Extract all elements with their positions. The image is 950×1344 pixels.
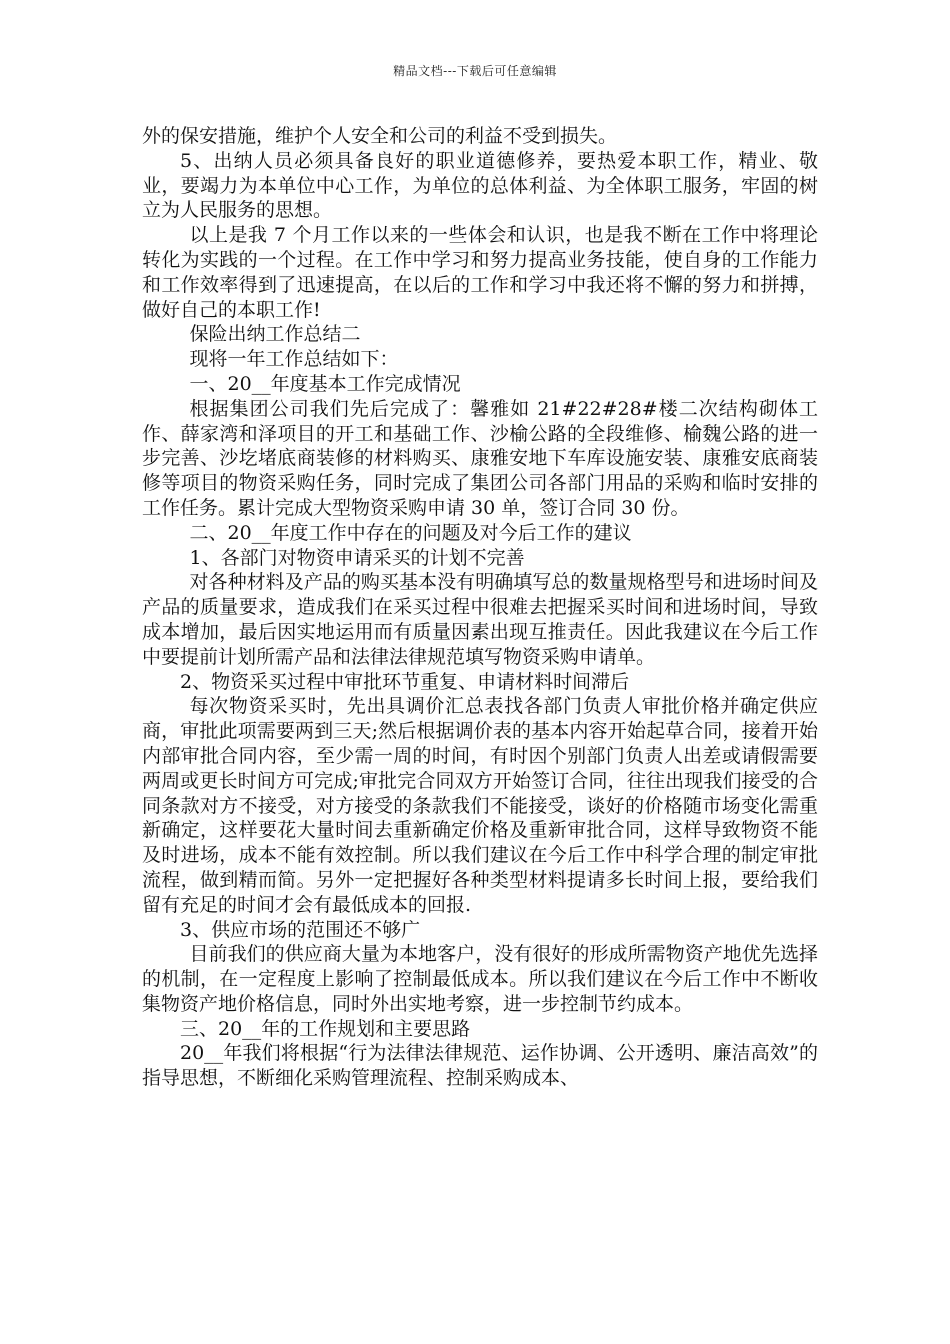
subsection-heading: 2、物资采买过程中审批环节重复、申请材料时间滞后 <box>180 670 630 693</box>
document-body <box>142 124 818 1091</box>
subsection-heading: 3、供应市场的范围还不够广 <box>180 918 421 941</box>
paragraph: 目前我们的供应商大量为本地客户，没有很好的形成所需物资产地优先选择的机制，在一定程度上影响了控制最低成本。所以我们建议在今后工作中不断收集物资产地价格信息，同时外出实地考察，进一步控制节约成本。 <box>142 943 818 1015</box>
subsection-heading: 1、各部门对物资申请采买的计划不完善 <box>189 546 525 569</box>
section-heading: 二、20__年度工作中存在的问题及对今后工作的建议 <box>189 521 632 544</box>
page-header: 精品文档---下载后可任意编辑 <box>393 64 557 78</box>
section-heading: 三、20__年的工作规划和主要思路 <box>180 1017 471 1040</box>
paragraph: 以上是我 7 个月工作以来的一些体会和认识，也是我不断在工作中将理论转化为实践的一个过程。在工作中学习和努力提高业务技能，使自身的工作能力和工作效率得到了迅速提高，在以后的工作和学习中我还将不懈的努力和拼搏，做好自己的本职工作! <box>142 224 818 321</box>
section-heading: 一、20__年度基本工作完成情况 <box>189 372 461 395</box>
paragraph: 对各种材料及产品的购买基本没有明确填写总的数量规格型号和进场时间及产品的质量要求，造成我们在采买过程中很难去把握采买时间和进场时间，导致成本增加，最后因实地运用而有质量因素出现互推责任。因此我建议在今后工作中要提前计划所需产品和法律法律规范填写物资采购申请单。 <box>142 571 818 668</box>
paragraph: 外的保安措施，维护个人安全和公司的利益不受到损失。 <box>142 125 618 147</box>
paragraph: 5、出纳人员必须具备良好的职业道德修养，要热爱本职工作，精业、敬业，要竭力为本单位中心工作，为单位的总体利益、为全体职工服务，牢固的树立为人民服务的思想。 <box>142 149 818 222</box>
paragraph: 现将一年工作总结如下： <box>189 348 399 371</box>
paragraph: 20__年我们将根据“行为法律法律规范、运作协调、公开透明、廉洁高效”的指导思想，不断细化采购管理流程、控制采购成本、 <box>142 1042 818 1090</box>
paragraph: 根据集团公司我们先后完成了：馨雅如 21#22#28#楼二次结构砌体工作、薛家湾和泽项目的开工和基础工作、沙榆公路的全段维修、榆魏公路的进一步完善、沙圪堵底商装修的材料购买、康雅安地下车库设施安装、康雅安底商装修等项目的物资采购任务，同时完成了集团公司各部门用品的采购和临时安排的工作任务。累计完成大型物资采购申请 30 单，签订合同 30 份。 <box>142 397 818 519</box>
paragraph: 每次物资采买时，先出具调价汇总表找各部门负责人审批价格并确定供应商，审批此项需要两到三天;然后根据调价表的基本内容开始起草合同，接着开始内部审批合同内容，至少需一周的时间，有时因个别部门负责人出差或请假需要两周或更长时间方可完成;审批完合同双方开始签订合同，往往出现我们接受的合同条款对方不接受，对方接受的条款我们不能接受，谈好的价格随市场变化需重新确定，这样要花大量时间去重新确定价格及重新审批合同，这样导致物资不能及时进场，成本不能有效控制。所以我们建议在今后工作中科学合理的制定审批流程，做到精而简。另外一定把握好各种类型材料提请多长时间上报，要给我们留有充足的时间才会有最低成本的回报. <box>142 695 818 916</box>
section-heading: 保险出纳工作总结二 <box>189 323 361 346</box>
